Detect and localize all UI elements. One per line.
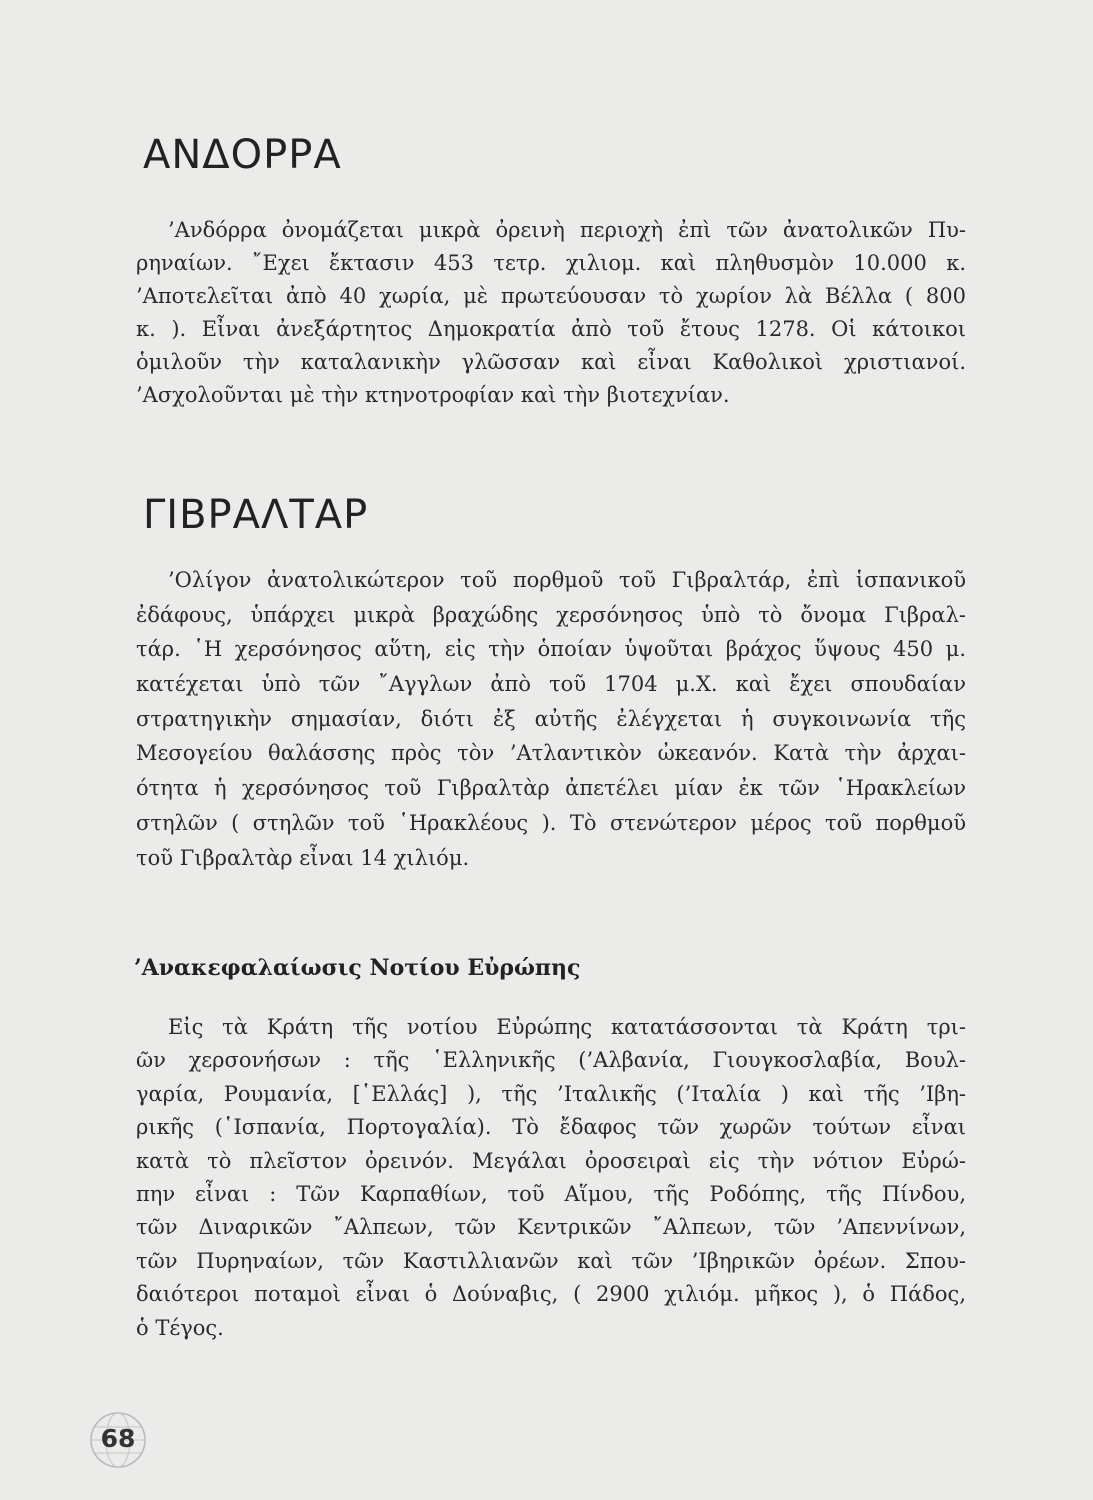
text-line: τάρ. ῾Η χερσόνησος αὕτη, εἰς τὴν ὁποίαν ὑψοῦται βράχος ὕψους 450 μ.: [136, 637, 966, 662]
text-line: ῶν χερσονήσων : τῆς ῾Ελληνικῆς (’Αλβανία, Γιουγκοσλαβία, Βουλ-: [136, 1048, 966, 1073]
section-title-gibraltar: ΓΙΒΡΑΛΤΑΡ: [143, 492, 369, 538]
text-line: Μεσογείου θαλάσσης πρὸς τὸν ’Ατλαντικὸν ὠκεανόν. Κατὰ τὴν ἀρχαι-: [136, 741, 966, 766]
text-line: ’Αποτελεῖται ἀπὸ 40 χωρία, μὲ πρωτεύουσαν τὸ χωρίον λὰ Βέλλα ( 800: [136, 284, 966, 308]
text-line: τῶν Διναρικῶν ῎Αλπεων, τῶν Κεντρικῶν ῎Αλπεων, τῶν ’Απεννίνων,: [136, 1215, 966, 1240]
text-line: ἐδάφους, ὑπάρχει μικρὰ βραχώδης χερσόνησος ὑπὸ τὸ ὄνομα Γιβραλ-: [136, 602, 966, 627]
text-line: κατὰ τὸ πλεῖστον ὀρεινόν. Μεγάλαι ὀροσειραὶ εἰς τὴν νότιον Εὐρώ-: [136, 1148, 966, 1173]
summary-heading: ’Ανακεφαλαίωσις Νοτίου Εὐρώπης: [134, 955, 581, 981]
text-line: ὁ Τέγος.: [136, 1315, 224, 1340]
text-line: τῶν Πυρηναίων, τῶν Καστιλλιανῶν καὶ τῶν ’Ιβηρικῶν ὀρέων. Σπου-: [136, 1248, 966, 1273]
text-line: κατέχεται ὑπὸ τῶν ῎Αγγλων ἀπὸ τοῦ 1704 μ.Χ. καὶ ἔχει σπουδαίαν: [136, 672, 966, 697]
page-number: [88, 1410, 148, 1470]
text-line: ὁμιλοῦν τὴν καταλανικὴν γλῶσσαν καὶ εἶναι Καθολικοὶ χριστιανοί.: [136, 350, 966, 374]
text-line: δαιότεροι ποταμοὶ εἶναι ὁ Δούναβις, ( 2900 χιλιόμ. μῆκος ), ὁ Πάδος,: [136, 1282, 966, 1307]
text-line: στρατηγικὴν σημασίαν, διότι ἐξ αὐτῆς ἐλέγχεται ἡ συγκοινωνία τῆς: [136, 706, 966, 731]
text-line: Εἰς τὰ Κράτη τῆς νοτίου Εὐρώπης κατατάσσονται τὰ Κράτη τρι-: [168, 1015, 966, 1039]
page-number-text: 68: [100, 1424, 136, 1453]
paragraph-andorra: [136, 214, 966, 412]
text-line: γαρία, Ρουμανία, [῾Ελλάς] ), τῆς ’Ιταλικῆς (’Ιταλία ) καὶ τῆς ’Ιβη-: [136, 1081, 966, 1106]
paragraph-gibraltar: [136, 563, 966, 875]
text-line: ’Ανδόρρα ὀνομάζεται μικρὰ ὀρεινὴ περιοχὴ ἐπὶ τῶν ἀνατολικῶν Πυ-: [168, 218, 966, 242]
section-title-andorra: ΑΝΔΟΡΡΑ: [143, 132, 342, 178]
text-line: ότητα ἡ χερσόνησος τοῦ Γιβραλτὰρ ἀπετέλει μίαν ἐκ τῶν ῾Ηρακλείων: [136, 776, 966, 801]
text-line: στηλῶν ( στηλῶν τοῦ ῾Ηρακλέους ). Τὸ στενώτερον μέρος τοῦ πορθμοῦ: [136, 810, 966, 835]
text-line: ρηναίων. ῎Εχει ἔκτασιν 453 τετρ. χιλιομ. καὶ πληθυσμὸν 10.000 κ.: [136, 251, 966, 275]
text-line: ρικῆς (῾Ισπανία, Πορτογαλία). Τὸ ἔδαφος τῶν χωρῶν τούτων εἶναι: [136, 1115, 966, 1140]
text-line: ’Ολίγον ἀνατολικώτερον τοῦ πορθμοῦ τοῦ Γιβραλτάρ, ἐπὶ ἱσπανικοῦ: [168, 568, 966, 592]
text-line: πην εἶναι : Τῶν Καρπαθίων, τοῦ Αἵμου, τῆς Ροδόπης, τῆς Πίνδου,: [136, 1181, 966, 1206]
paragraph-summary: [136, 1011, 966, 1345]
text-line: τοῦ Γιβραλτὰρ εἶναι 14 χιλιόμ.: [136, 845, 470, 870]
text-line: ’Ασχολοῦνται μὲ τὴν κτηνοτροφίαν καὶ τὴν βιοτεχνίαν.: [136, 383, 730, 407]
text-line: κ. ). Εἶναι ἀνεξάρτητος Δημοκρατία ἀπὸ τοῦ ἔτους 1278. Οἱ κάτοικοι: [136, 317, 966, 341]
